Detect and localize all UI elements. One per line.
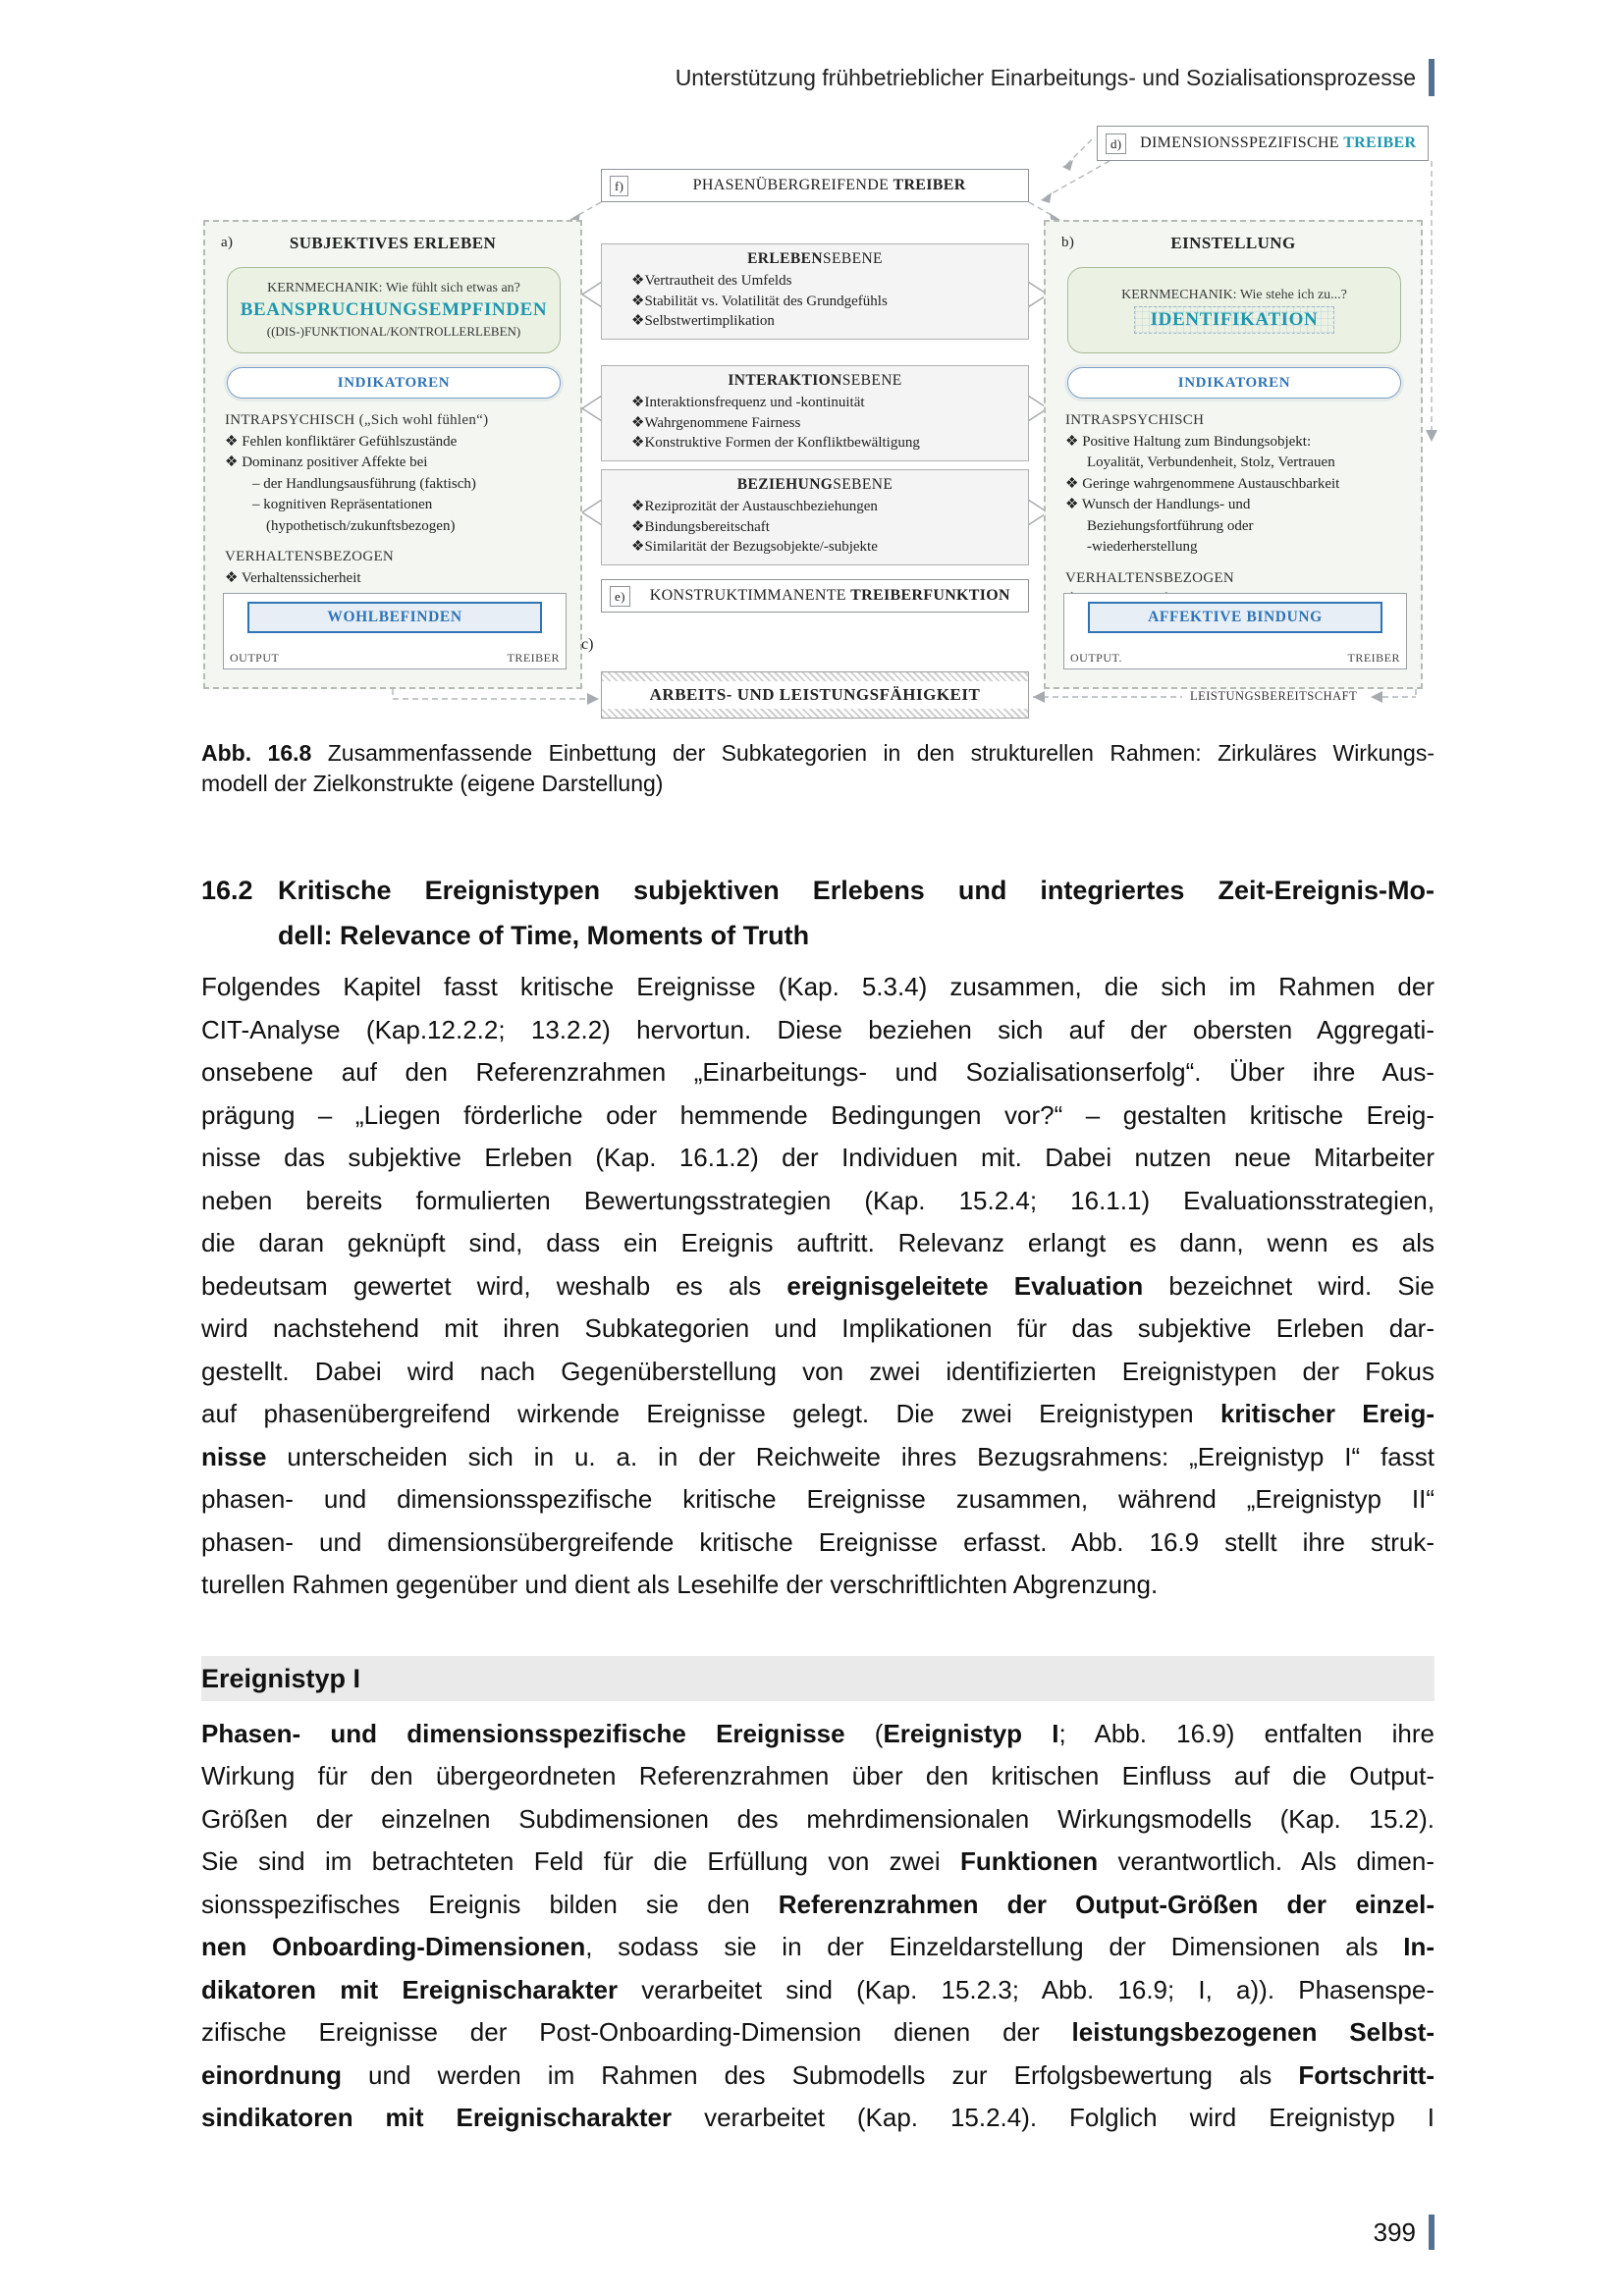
treiberfunktion-box (601, 579, 1029, 613)
panel-b-id: b) (1061, 235, 1075, 250)
section-heading-line2: dell: Relevance of Time, Moments of Truth (278, 921, 810, 950)
construct-sub-a: ((DIS-)FUNKTIONAL/KONTROLLERLEBEN) (266, 324, 521, 339)
body-line: einordnung und werden im Rahmen des Submodells zur Erfolgsbewertung als Fortschritt- (201, 2059, 1435, 2090)
caption-line: modell der Zielkonstrukte (eigene Darstellung) (201, 771, 664, 796)
panel-a-id: a) (221, 235, 234, 250)
kernmechanik-box-a (227, 267, 561, 353)
arbeitsfaehigkeit-label: ARBEITS- UND LEISTUNGSFÄHIGKEIT (649, 685, 981, 704)
body-line: nen Onboarding-Dimensionen, sodass sie in der Einzeldarstellung der Dimensionen als In- (201, 1932, 1435, 1961)
panel-b-title: EINSTELLUNG (1170, 234, 1296, 252)
kernmechanik-question-a: KERNMECHANIK: Wie fühlt sich etwas an? (267, 281, 520, 295)
indicator-item: Beziehungsfortführung oder (1087, 517, 1254, 534)
indicator-item: (hypothetisch/zukunftsbezogen) (266, 517, 456, 534)
level-item: ❖Reziprozität der Austauschbeziehungen (631, 499, 878, 514)
body-line: zifische Ereignisse der Post-Onboarding-Dimension dienen der leistungsbezogenen Selbst- (201, 2017, 1435, 2047)
box-f-id: f) (610, 176, 628, 196)
body-line: sindikatoren mit Ereignischarakter verarbeitet (Kap. 15.2.4). Folglich wird Ereignistyp I (201, 2103, 1435, 2132)
body-line: Wirkung für den übergeordneten Referenzrahmen über den kritischen Einfluss auf die Output- (201, 1761, 1435, 1790)
kernmechanik-question-b: KERNMECHANIK: Wie stehe ich zu...? (1121, 287, 1347, 302)
level-box-interaktionsebene (601, 365, 1029, 461)
section-heading-line1 (201, 868, 1435, 913)
section-number: 16.2 (201, 876, 253, 905)
treiber-label-a: TREIBER (507, 651, 560, 665)
running-title: Unterstützung frühbetrieblicher Einarbeitungs- und Sozialisationsprozesse (675, 64, 1416, 90)
body-line: gestellt. Dabei wird nach Gegenüberstellung von zwei identifizierten Ereignistypen der Fokus (201, 1356, 1435, 1386)
paragraph-1 (201, 966, 1435, 1607)
indicator-item: ❖ Dominanz positiver Affekte bei (225, 454, 428, 470)
construct-beanspruchungsempfinden: BEANSPRUCHUNGSEMPFINDEN (240, 299, 548, 320)
body-line: dikatoren mit Ereignischarakter verarbeitet sind (Kap. 15.2.3; Abb. 16.9; I, a)). Phasenspe- (201, 1974, 1435, 2004)
indicator-list-a (225, 410, 570, 589)
arbeitsfaehigkeit-bar (601, 671, 1029, 719)
panel-b-header (1046, 234, 1421, 253)
indicator-item: INTRAPSYCHISCH („Sich wohl fühlen“) (225, 412, 489, 428)
panel-einstellung (1044, 220, 1423, 689)
output-treiber-row-b (1070, 651, 1400, 666)
output-label-b: OUTPUT. (1070, 651, 1122, 665)
level-item: ❖Wahrgenommene Fairness (631, 414, 801, 431)
box-e-id: e) (610, 586, 630, 607)
body-line: Sie sind im betrachteten Feld für die Erfüllung von zwei Funktionen verantwortlich. Als dimen- (201, 1846, 1435, 1876)
body-line: Größen der einzelnen Subdimensionen des mehrdimensionalen Wirkungsmodells (Kap. 15.2). (201, 1803, 1435, 1834)
indicator-item: -wiederherstellung (1087, 539, 1198, 555)
panel-subjektives-erleben (203, 220, 582, 689)
body-line: prägung – „Liegen förderliche oder hemmende Bedingungen vor?“ – gestalten kritische Ereig- (201, 1099, 1435, 1130)
indicator-item: ❖ Fehlen konfliktärer Gefühlszustände (225, 433, 458, 450)
indicator-item: ❖ Verhaltenssicherheit (225, 569, 361, 586)
output-area-b (1063, 593, 1407, 669)
indicator-item: – der Handlungsausführung (faktisch) (252, 475, 476, 492)
body-line: CIT-Analyse (Kap.12.2.2; 13.2.2) hervortun. Diese beziehen sich auf der obersten Aggregati- (201, 1014, 1435, 1044)
footer-accent-bar (1429, 2215, 1435, 2250)
level-box-erlebensebene (601, 243, 1029, 340)
header-accent-bar (1429, 59, 1435, 96)
output-label-a: OUTPUT (230, 651, 280, 665)
indicator-list-b (1065, 410, 1411, 611)
body-line: neben bereits formulierten Bewertungsstrategien (Kap. 15.2.4; 16.1.1) Evaluationsstrategien, (201, 1185, 1435, 1215)
indicator-item: VERHALTENSBEZOGEN (1065, 569, 1235, 586)
indicator-item: ❖ Positive Haltung zum Bindungsobjekt: (1065, 433, 1312, 450)
panel-a-header (205, 234, 580, 253)
box-d-label: DIMENSIONSSPEZIFISCHE TREIBER (1140, 134, 1417, 151)
driver-box-phasenuebergreifend (601, 169, 1029, 202)
body-line: phasen- und dimensionsübergreifende kritische Ereignisse erfasst. Abb. 16.9 stellt ihre struk- (201, 1526, 1435, 1557)
outcome-affektive-bindung: AFFEKTIVE BINDUNG (1088, 602, 1382, 633)
figure-abb-16-8 (0, 108, 1624, 741)
body-line: Folgendes Kapitel fasst kritische Ereignisse (Kap. 5.3.4) zusammen, die sich im Rahmen der (201, 972, 1435, 1001)
body-line: nisse das subjektive Erleben (Kap. 16.1.2) der Individuen mit. Dabei nutzen neue Mitarbeiter (201, 1143, 1435, 1172)
section-heading (201, 868, 1435, 958)
driver-box-dimensionsspezifisch (1097, 126, 1429, 161)
body-line: auf phasenübergreifend wirkende Ereignisse gelegt. Die zwei Ereignistypen kritischer Ereig- (201, 1399, 1435, 1428)
indikatoren-oval-a: INDIKATOREN (227, 367, 561, 399)
indikatoren-oval-b: INDIKATOREN (1067, 367, 1401, 399)
outcome-wohlbefinden: WOHLBEFINDEN (247, 602, 542, 633)
leistungsbereitschaft-label: LEISTUNGSBEREITSCHAFT (1190, 689, 1358, 703)
box-f-label: PHASENÜBERGREIFENDE TREIBER (692, 177, 966, 193)
box-d-id: d) (1106, 133, 1126, 154)
level-item: ❖Vertrautheit des Umfelds (631, 273, 792, 289)
output-area-a (223, 593, 567, 669)
body-line: sionsspezifisches Ereignis bilden sie den Referenzrahmen der Output-Größen der einzel- (201, 1889, 1435, 1919)
body-line: die daran geknüpft sind, dass ein Ereignis auftritt. Relevanz erlangt es dann, wenn es als (201, 1228, 1435, 1257)
level-title-erleben: ERLEBENSEBENE (747, 250, 883, 267)
box-e-label: KONSTRUKTIMMANENTE TREIBERFUNKTION (649, 587, 1010, 604)
caption-line: Abb. 16.8 Zusammenfassende Einbettung der Subkategorien in den strukturellen Rahmen: Zirkuläres Wirkungs- (201, 740, 1435, 766)
level-item: ❖Stabilität vs. Volatilität des Grundgefühls (631, 293, 888, 309)
level-item: ❖Selbstwertimplikation (631, 313, 775, 329)
level-item: ❖Konstruktive Formen der Konfliktbewältigung (631, 435, 920, 451)
level-item: ❖Interaktionsfrequenz und -kontinuität (631, 395, 865, 410)
figure-caption (201, 738, 1435, 799)
level-items-beziehung (602, 494, 1028, 558)
body-line: phasen- und dimensionsspezifische kritische Ereignisse zusammen, während „Ereignistyp II“ (201, 1484, 1435, 1514)
treiber-label-b: TREIBER (1347, 651, 1400, 665)
paragraph-2 (201, 1713, 1435, 2140)
running-header (201, 59, 1435, 96)
level-title-beziehung: BEZIEHUNGSEBENE (736, 476, 893, 493)
level-item: ❖Bindungsbereitschaft (631, 518, 770, 535)
body-line: Phasen- und dimensionsspezifische Ereignisse (Ereignistyp I; Abb. 16.9) entfalten ihre (201, 1718, 1435, 1748)
level-title-interaktion: INTERAKTIONSEBENE (728, 372, 902, 389)
label-c: c) (581, 636, 594, 653)
page-footer (201, 2215, 1435, 2250)
body-line: onsebene auf den Referenzrahmen „Einarbeitungs- und Sozialisationserfolg“. Über ihre Aus- (201, 1057, 1435, 1087)
output-treiber-row-a (230, 651, 560, 666)
subsection-heading-ereignistyp-1: Ereignistyp I (201, 1656, 1435, 1701)
indicator-item: VERHALTENSBEZOGEN (225, 549, 395, 564)
indicator-item: ❖ Geringe wahrgenommene Austauschbarkeit (1065, 475, 1340, 492)
construct-identifikation: IDENTIFIKATION (1134, 306, 1335, 334)
body-line: turellen Rahmen gegenüber und dient als Lesehilfe der verschriftlichten Abgrenzung. (201, 1570, 1159, 1599)
indicator-item: ❖ Wunsch der Handlungs- und (1065, 497, 1251, 512)
indicator-item: – kognitiven Repräsentationen (252, 497, 433, 512)
body-line: nisse unterscheiden sich in u. a. in der Reichweite ihres Bezugsrahmens: „Ereignistyp I“ fasst (201, 1441, 1435, 1471)
text-column (201, 738, 1435, 2140)
level-items-interaktion (602, 390, 1028, 454)
level-item: ❖Similarität der Bezugsobjekte/-subjekte (631, 539, 878, 555)
indicator-item: INTRASPSYCHISCH (1065, 412, 1205, 428)
kernmechanik-box-b (1067, 267, 1401, 353)
level-items-erleben (602, 268, 1028, 332)
level-box-beziehungsebene (601, 469, 1029, 565)
body-line: wird nachstehend mit ihren Subkategorien und Implikationen für das subjektive Erleben dar- (201, 1313, 1435, 1343)
indicator-item: Loyalität, Verbundenheit, Stolz, Vertrauen (1087, 454, 1335, 470)
page-number: 399 (1373, 2216, 1416, 2247)
panel-a-title: SUBJEKTIVES ERLEBEN (289, 234, 497, 252)
body-line: bedeutsam gewertet wird, weshalb es als ereignisgeleitete Evaluation bezeichnet wird. Sie (201, 1270, 1435, 1301)
section-heading-text1: Kritische Ereignistypen subjektiven Erlebens und integriertes Zeit-Ereignis-Mo- (278, 876, 1435, 905)
